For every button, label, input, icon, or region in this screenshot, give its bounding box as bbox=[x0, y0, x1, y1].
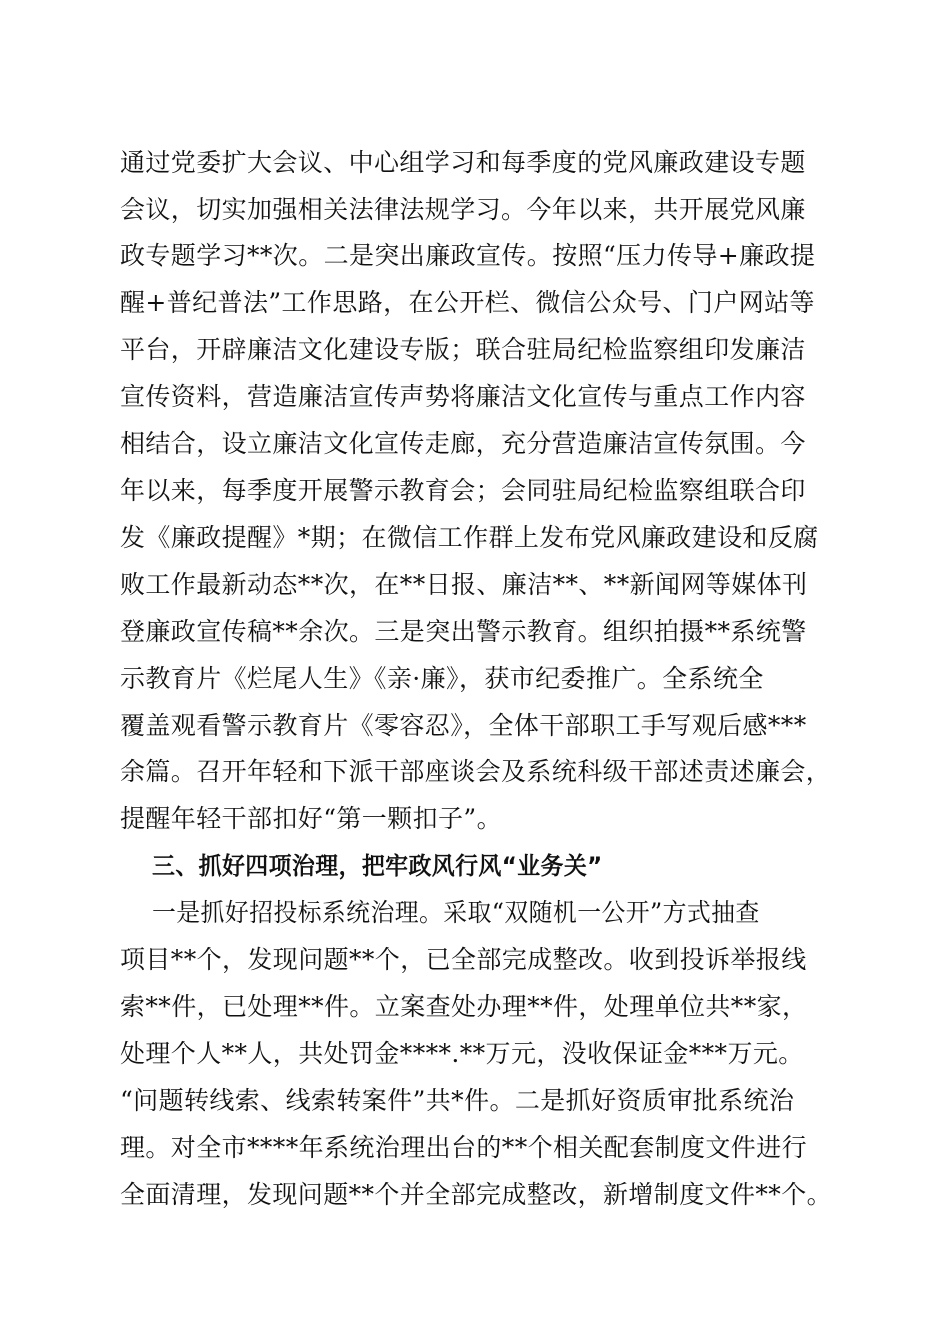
body-line: 年以来，每季度开展警示教育会；会同驻局纪检监察组联合印 bbox=[120, 476, 806, 505]
body-line: 通过党委扩大会议、中心组学习和每季度的党风廉政建设专题 bbox=[120, 148, 806, 177]
body-line: 一是抓好招投标系统治理。采取“双随机一公开”方式抽查 bbox=[152, 898, 760, 927]
body-line: 项目**个，发现问题**个，已全部完成整改。收到投诉举报线 bbox=[120, 945, 807, 974]
body-line: 余篇。召开年轻和下派干部座谈会及系统科级干部述责述廉会， bbox=[120, 757, 832, 786]
section-heading: 三、抓好四项治理，把牢政风行风“业务关” bbox=[152, 852, 603, 880]
body-line: 平台，开辟廉洁文化建设专版；联合驻局纪检监察组印发廉洁 bbox=[120, 335, 806, 364]
body-line: 理。对全市****年系统治理出台的**个相关配套制度文件进行 bbox=[120, 1133, 808, 1162]
body-line: 覆盖观看警示教育片《零容忍》，全体干部职工手写观后感*** bbox=[120, 711, 807, 740]
body-line: 登廉政宣传稿**余次。三是突出警示教育。组织拍摄**系统警 bbox=[120, 617, 807, 646]
body-line: 全面清理，发现问题**个并全部完成整改，新增制度文件**个。 bbox=[120, 1180, 833, 1209]
body-line: 宣传资料，营造廉洁宣传声势将廉洁文化宣传与重点工作内容 bbox=[120, 382, 806, 411]
body-line: 醒+普纪普法”工作思路，在公开栏、微信公众号、门户网站等 bbox=[120, 288, 815, 317]
body-line: 败工作最新动态**次，在**日报、廉洁**、**新闻网等媒体刊 bbox=[120, 570, 808, 599]
body-line: 会议，切实加强相关法律法规学习。今年以来，共开展党风廉 bbox=[120, 195, 806, 224]
body-line: 提醒年轻干部扣好“第一颗扣子”。 bbox=[120, 804, 502, 833]
body-line: 发《廉政提醒》*期；在微信工作群上发布党风廉政建设和反腐 bbox=[120, 523, 819, 552]
body-line: 索**件，已处理**件。立案查处办理**件，处理单位共**家， bbox=[120, 992, 808, 1021]
body-line: 示教育片《烂尾人生》《亲·廉》，获市纪委推广。全系统全 bbox=[120, 664, 764, 693]
body-line: 相结合，设立廉洁文化宣传走廊，充分营造廉洁宣传氛围。今 bbox=[120, 429, 806, 458]
body-line: 处理个人**人，共处罚金****.**万元，没收保证金***万元。 bbox=[120, 1039, 804, 1068]
body-line: “问题转线索、线索转案件”共*件。二是抓好资质审批系统治 bbox=[120, 1086, 795, 1115]
body-line: 政专题学习**次。二是突出廉政宣传。按照“压力传导+廉政提 bbox=[120, 241, 816, 270]
